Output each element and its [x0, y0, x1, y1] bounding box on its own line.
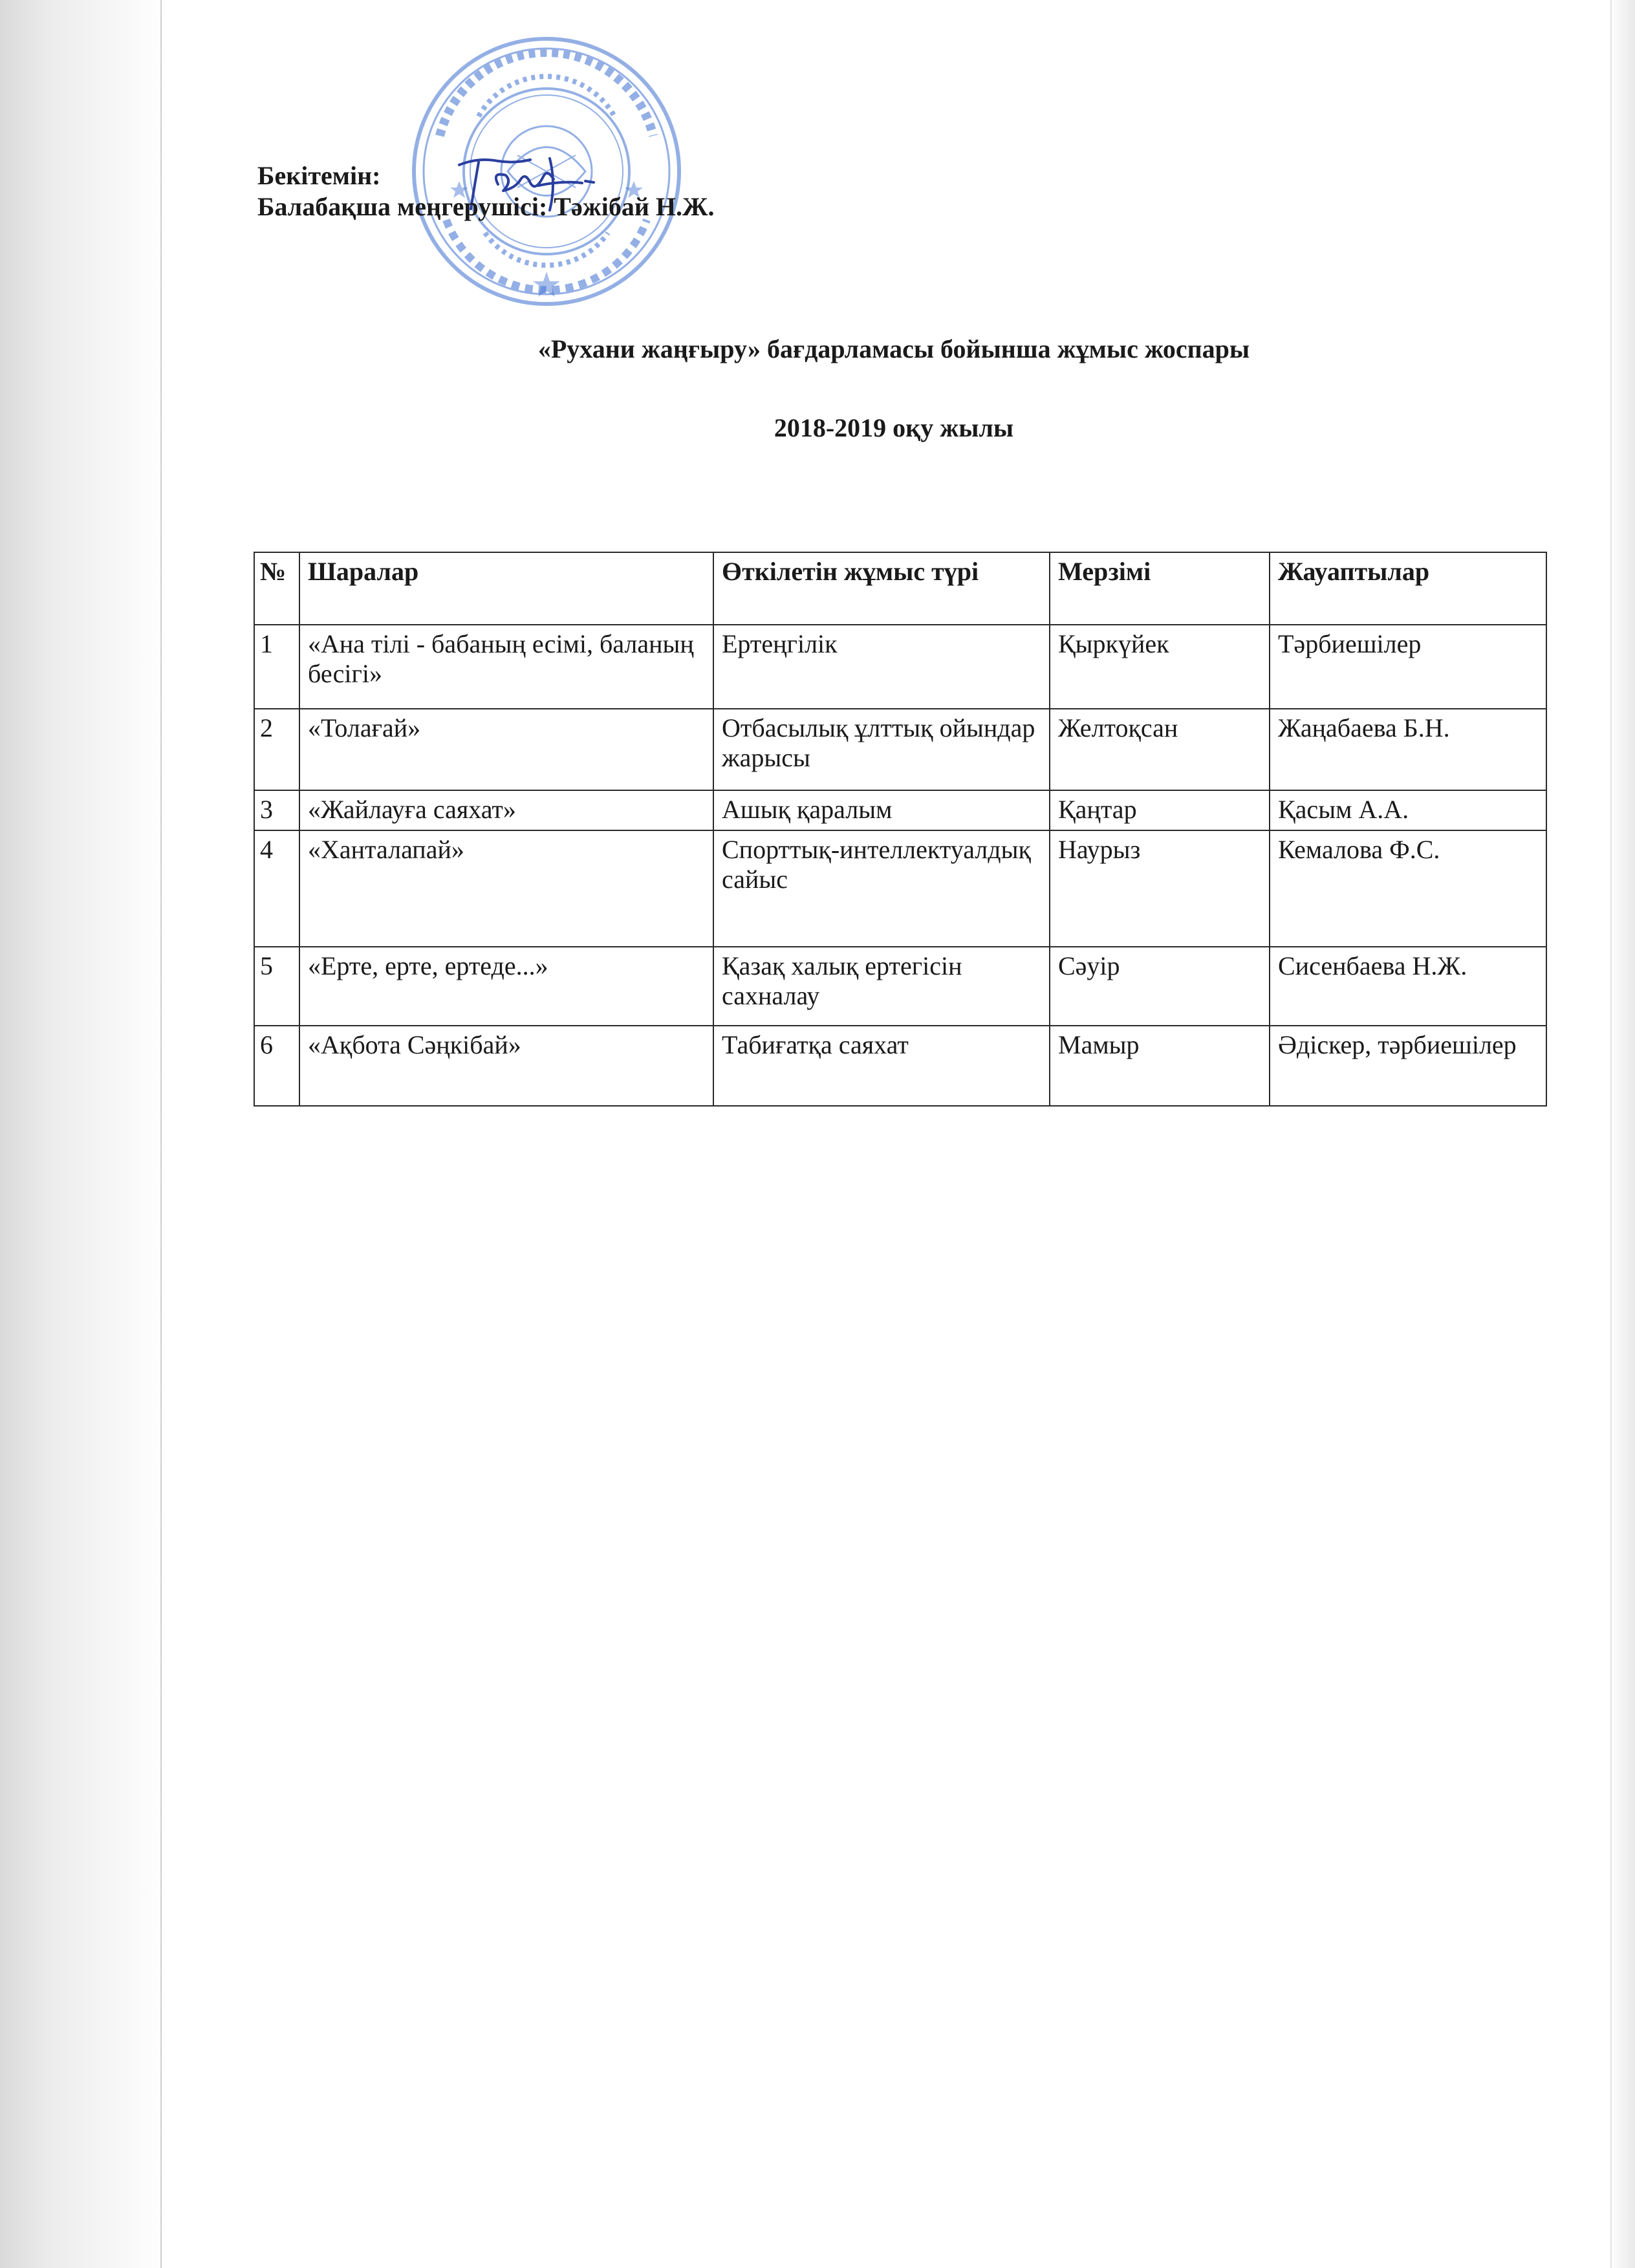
- row-event: «Жайлауға саяхат»: [299, 790, 713, 830]
- header-work-type: Өткілетін жұмыс түрі: [713, 552, 1050, 625]
- row-work-type: Ашық қаралым: [713, 790, 1050, 830]
- row-number: 1: [254, 625, 299, 709]
- approval-director: Балабақша меңгерушісі: Тәжібай Н.Ж.: [257, 192, 715, 221]
- header-events: Шаралар: [299, 552, 713, 625]
- row-event: «Ерте, ерте, ертеде...»: [299, 947, 713, 1026]
- work-plan-table: [254, 552, 1547, 1107]
- table-row: [254, 790, 1546, 830]
- row-work-type: Отбасылық ұлттық ойындар жарысы: [713, 709, 1050, 790]
- row-responsible: Әдіскер, тәрбиешілер: [1270, 1026, 1546, 1106]
- document-title: «Рухани жаңғыру» бағдарламасы бойынша жұмыс жоспары: [537, 334, 1250, 363]
- row-number: 4: [254, 830, 299, 947]
- row-deadline: Желтоқсан: [1050, 709, 1270, 790]
- header-deadline: Мерзімі: [1050, 552, 1270, 625]
- row-deadline: Наурыз: [1050, 830, 1270, 947]
- row-work-type: Табиғатқа саяхат: [713, 1026, 1050, 1106]
- row-deadline: Қыркүйек: [1050, 625, 1270, 709]
- approval-label: Бекітемін:: [257, 161, 381, 190]
- table-row: [254, 709, 1546, 790]
- approval-block: [257, 160, 715, 222]
- row-work-type: Қазақ халық ертегісін сахналау: [713, 947, 1050, 1026]
- row-number: 6: [254, 1026, 299, 1106]
- row-deadline: Мамыр: [1050, 1026, 1270, 1106]
- row-responsible: Тәрбиешілер: [1270, 625, 1546, 709]
- row-number: 3: [254, 790, 299, 830]
- row-event: «Толағай»: [299, 709, 713, 790]
- row-event: «Ақбота Сәңкібай»: [299, 1026, 713, 1106]
- row-number: 5: [254, 947, 299, 1026]
- row-responsible: Кемалова Ф.С.: [1270, 830, 1546, 947]
- table-row: [254, 1026, 1546, 1106]
- row-deadline: Сәуір: [1050, 947, 1270, 1026]
- row-number: 2: [254, 709, 299, 790]
- row-event: «Ханталапай»: [299, 830, 713, 947]
- table-row: [254, 625, 1546, 709]
- table-row: [254, 830, 1546, 947]
- row-deadline: Қаңтар: [1050, 790, 1270, 830]
- header-number: №: [254, 552, 299, 625]
- row-responsible: Қасым А.А.: [1270, 790, 1546, 830]
- row-work-type: Ертеңгілік: [713, 625, 1050, 709]
- row-responsible: Жаңабаева Б.Н.: [1270, 709, 1546, 790]
- row-responsible: Сисенбаева Н.Ж.: [1270, 947, 1546, 1026]
- table-header-row: [254, 552, 1546, 625]
- table-row: [254, 947, 1546, 1026]
- header-responsible: Жауаптылар: [1270, 552, 1546, 625]
- row-work-type: Спорттық-интеллектуалдық сайыс: [713, 830, 1050, 947]
- row-event: «Ана тілі - бабаның есімі, баланың бесігі»: [299, 625, 713, 709]
- academic-year: 2018-2019 оқу жылы: [774, 413, 1014, 442]
